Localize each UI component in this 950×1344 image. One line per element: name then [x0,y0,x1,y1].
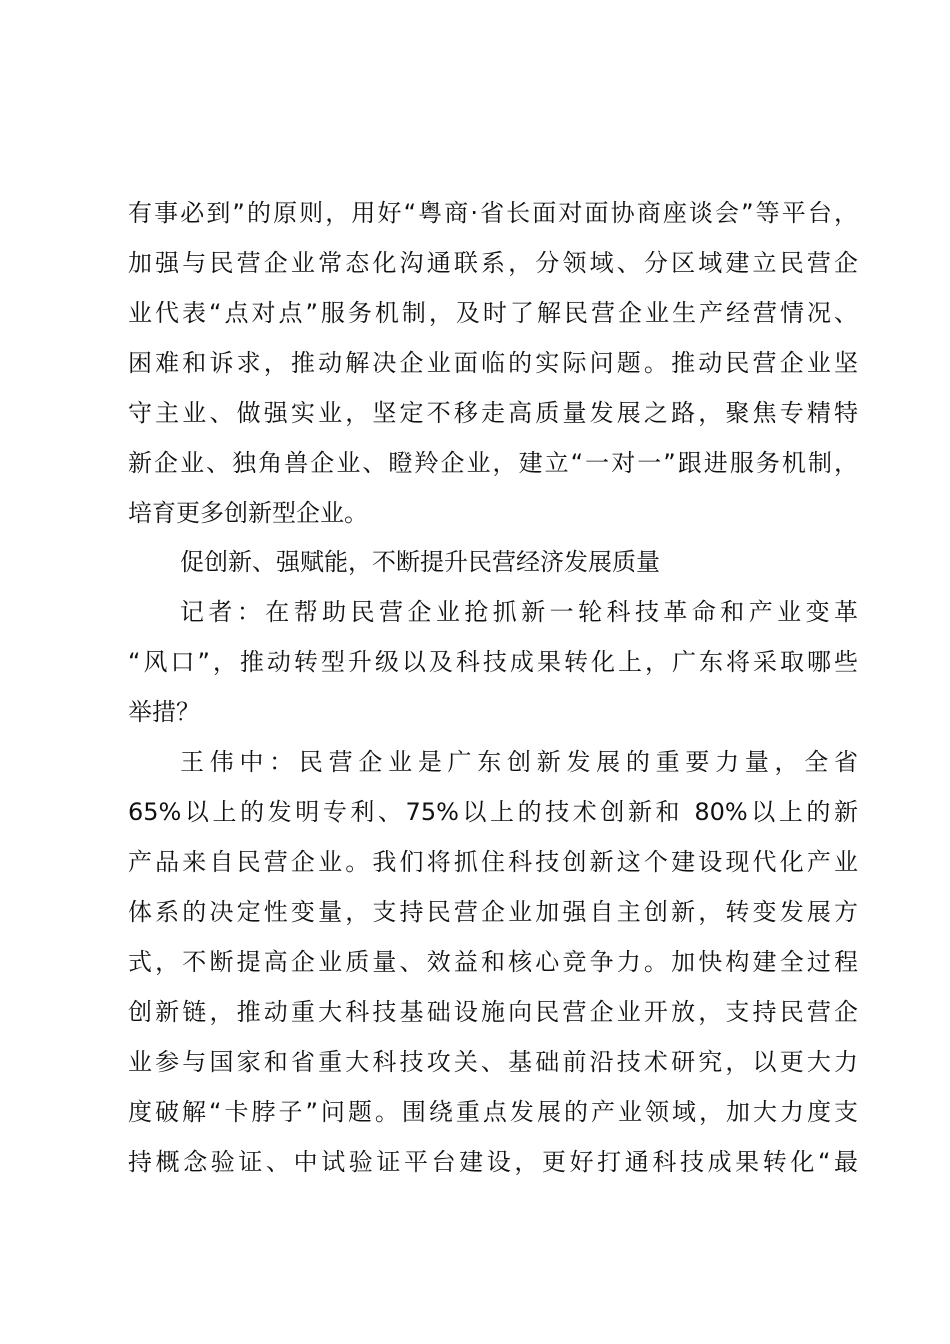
paragraph-line: 65%以上的发明专利、75%以上的技术创新和 80%以上的新 [128,798,858,826]
paragraph-line: 新企业、独角兽企业、瞪羚企业，建立“一对一”跟进服务机制， [128,449,858,477]
paragraph-line: 体系的决定性变量，支持民营企业加强自主创新，转变发展方 [128,898,858,926]
paragraph-line: 王伟中：民营企业是广东创新发展的重要力量，全省 [180,748,858,776]
paragraph-line: 度破解“卡脖子”问题。围绕重点发展的产业领域，加大力度支 [128,1098,858,1126]
paragraph-line: 记者：在帮助民营企业抢抓新一轮科技革命和产业变革 [180,598,858,626]
paragraph-line: 守主业、做强实业，坚定不移走高质量发展之路，聚焦专精特 [128,399,858,427]
paragraph-line: 困难和诉求，推动解决企业面临的实际问题。推动民营企业坚 [128,349,858,377]
paragraph-line: 创新链，推动重大科技基础设施向民营企业开放，支持民营企 [128,998,858,1026]
paragraph-line: 有事必到”的原则，用好“粤商·省长面对面协商座谈会”等平台， [128,199,858,227]
paragraph-line: 举措？ [128,698,200,726]
section-heading: 促创新、强赋能，不断提升民营经济发展质量 [180,548,660,576]
paragraph-line: 加强与民营企业常态化沟通联系，分领域、分区域建立民营企 [128,249,858,277]
paragraph-line: 式，不断提高企业质量、效益和核心竞争力。加快构建全过程 [128,948,858,976]
paragraph-line: 业代表“点对点”服务机制，及时了解民营企业生产经营情况、 [128,299,858,327]
paragraph-line: 持概念验证、中试验证平台建设，更好打通科技成果转化“最 [128,1148,858,1176]
paragraph-line: 培育更多创新型企业。 [128,499,368,527]
paragraph-line: “风口”，推动转型升级以及科技成果转化上，广东将采取哪些 [128,648,858,676]
paragraph-line: 业参与国家和省重大科技攻关、基础前沿技术研究，以更大力 [128,1048,858,1076]
paragraph-line: 产品来自民营企业。我们将抓住科技创新这个建设现代化产业 [128,848,858,876]
